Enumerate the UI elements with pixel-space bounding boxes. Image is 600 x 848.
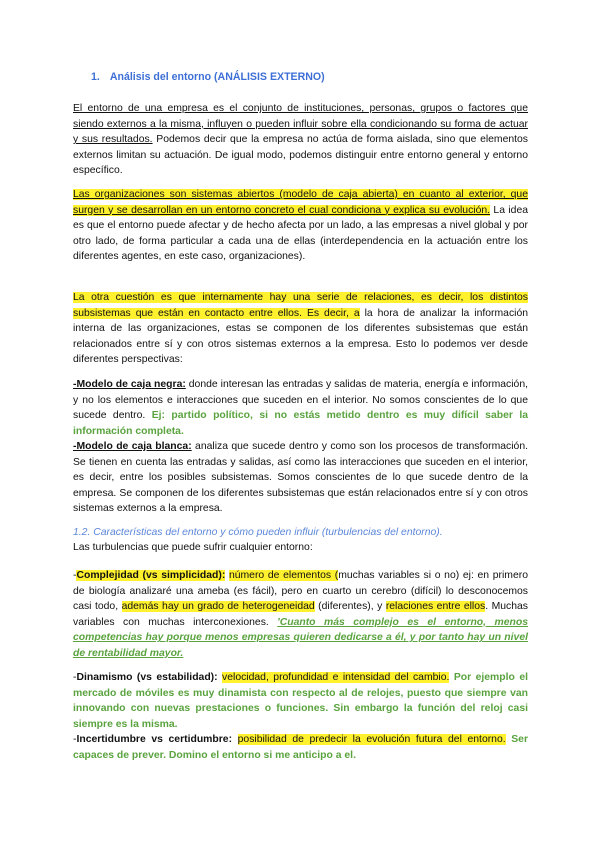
dynamism-label: Dinamismo (vs estabilidad):	[76, 672, 218, 683]
complexity-highlight-2: además hay un grado de heterogeneidad	[121, 601, 315, 613]
complexity-text-3: . Muchas variables con muchas interconexiones.	[73, 601, 528, 628]
dynamism-note: Por ejemplo el mercado de móviles es muy dinamista con respecto al de relojes, puesto que siempre van innovando con nuevas prestaciones o funciones. Sin embargo la función del reloj casi siempre es la misma.	[73, 672, 528, 730]
complexity-text-2: (diferentes), y	[314, 601, 386, 613]
black-box-label: -Modelo de caja negra:	[73, 379, 186, 390]
paragraph-internal-relations	[73, 290, 528, 368]
section-title: Análisis del entorno (ANÁLISIS EXTERNO)	[109, 71, 325, 83]
open-systems-highlight: Las organizaciones son sistemas abiertos (modelo de caja abierta) en cuanto al exterior, que surgen y se desarrollan en un entorno concreto el cual condiciona y explica su evolución.	[73, 189, 528, 216]
uncertainty-dash: -	[73, 734, 77, 745]
dynamism-item	[73, 670, 528, 732]
section-number: 1.	[91, 71, 100, 83]
white-box-label: -Modelo de caja blanca:	[73, 441, 192, 452]
uncertainty-label: Incertidumbre vs certidumbre:	[76, 734, 233, 745]
white-box-model	[73, 439, 528, 517]
turbulence-intro: Las turbulencias que puede sufrir cualquier entorno:	[73, 542, 313, 553]
complexity-highlight-3: relaciones entre ellos	[385, 601, 486, 613]
uncertainty-highlight: posibilidad de predecir la evolución futura del entorno.	[237, 734, 506, 745]
complexity-item	[73, 568, 528, 662]
complexity-label: Complejidad (vs simplicidad):	[76, 570, 226, 581]
section-heading	[91, 71, 325, 83]
uncertainty-item	[73, 732, 528, 763]
black-box-model	[73, 377, 528, 439]
subsection-heading: 1.2. Características del entorno y cómo pueden influir (turbulencias del entorno).	[73, 527, 443, 538]
complexity-text-1: muchas variables si o no) ej: en primero de biología analizaré una ameba (es fácil), pero en cuarto un cerebro (difícil) lo desconocemos casi todo,	[73, 570, 528, 613]
internal-relations-highlight: La otra cuestión es que internamente hay una serie de relaciones, es decir, los distintos subsistemas que están en contacto entre ellos. Es decir, a	[73, 292, 528, 319]
white-box-text: analiza que sucede dentro y como son los procesos de transformación. Se tienen en cuenta las entradas y salidas, así como las interacciones que suceden en el interior, es decir, entre los posibles subsistemas. Somos conscientes de lo que sucede dentro de la empresa. Se componen de los diferentes subsistemas que están relacionados entre sí y con otros sistemas externos a la empresa.	[73, 441, 529, 515]
complexity-note: 'Cuanto más complejo es el entorno, menos competencias hay porque menos empresas quieren dedicarse a él, y por tanto hay un nivel de rentabilidad mayor.	[73, 616, 528, 659]
paragraph-open-systems	[73, 187, 528, 265]
black-box-example: Ej: partido político, si no estás metido dentro es muy difícil saber la información completa.	[73, 410, 528, 437]
complexity-dash: -	[73, 570, 77, 581]
definition-underlined: El entorno de una empresa es el conjunto de instituciones, personas, grupos o factores que siendo externos a la misma, influyen o pueden influir sobre ella condicionando su forma de actuar y sus resultados.	[73, 103, 528, 146]
internal-relations-rest: la hora de analizar la información interna de las organizaciones, estas se componen de los diferentes subsistemas que están relacionados entre sí y con otros sistemas externos a la empresa. Esto lo podemos ver desde diferentes perspectivas:	[73, 307, 529, 366]
dynamism-dash: -	[73, 672, 77, 683]
complexity-highlight-1: número de elementos (	[228, 570, 339, 581]
paragraph-entorno-definition	[73, 101, 528, 179]
definition-rest: Podemos decir que la empresa no actúa de forma aislada, sino que elementos externos limitan su actuación. De igual modo, podemos distinguir entre entorno general y entorno específico.	[73, 134, 529, 177]
black-box-text: donde interesan las entradas y salidas de materia, energía e información, y no los elementos e interacciones que suceden en el interior. No somos conscientes de lo que sucede dentro.	[73, 379, 528, 422]
open-systems-rest: La idea es que el entorno puede afectar y de hecho afecta por un lado, a las empresas a nivel global y por otro lado, de forma particular a cada una de ellas (interdependencia en la actuación entre los diferentes agentes, en este caso, organizaciones).	[73, 204, 528, 263]
uncertainty-note: Ser capaces de prever. Domino el entorno si me anticipo a el.	[73, 734, 528, 761]
dynamism-highlight: velocidad, profundidad e intensidad del cambio.	[222, 672, 450, 683]
uncertainty-space	[232, 734, 238, 745]
